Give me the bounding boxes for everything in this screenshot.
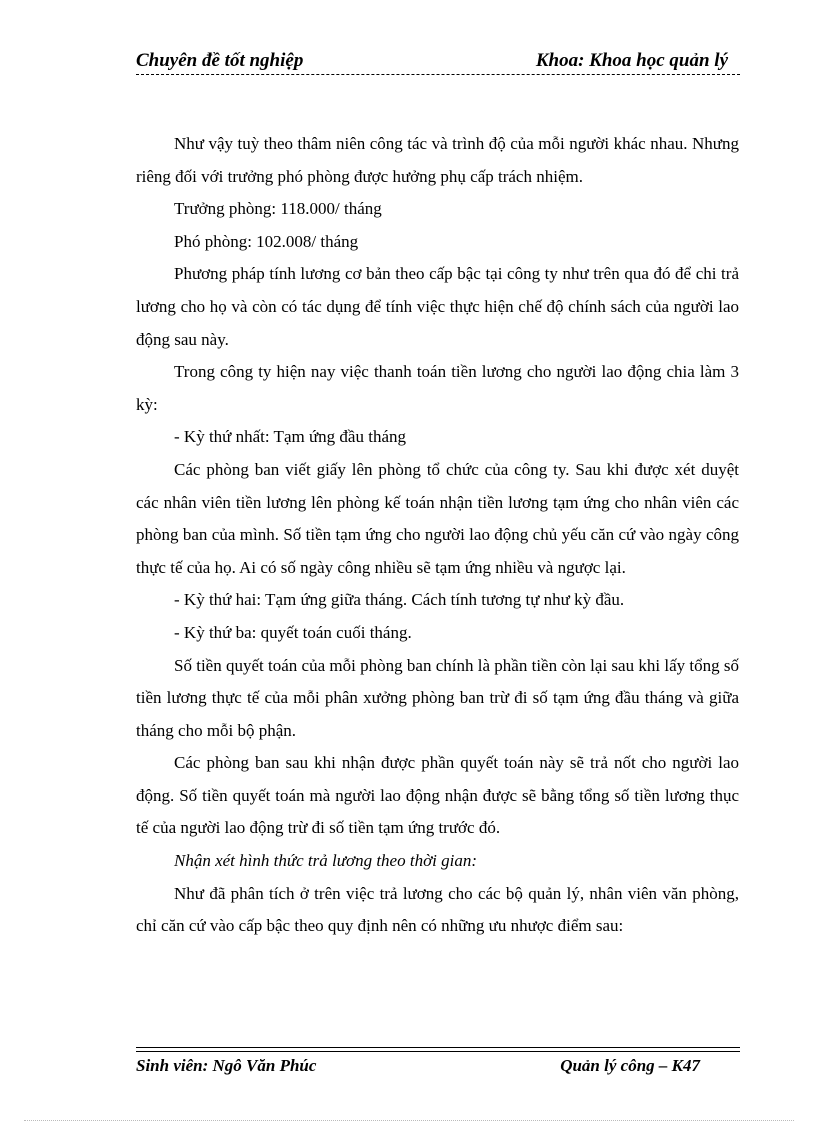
page-header: [136, 48, 740, 74]
paragraph: Trưởng phòng: 118.000/ tháng: [174, 199, 382, 219]
paragraph: Trong công ty hiện nay việc thanh toán tiền lương cho người lao động chia làm 3 kỳ:: [136, 362, 739, 414]
section-subheading: Nhận xét hình thức trả lương theo thời gian:: [174, 851, 477, 871]
list-item: - Kỳ thứ nhất: Tạm ứng đầu tháng: [174, 427, 406, 447]
page-bottom-edge: [24, 1120, 794, 1121]
footer-student: Sinh viên: Ngô Văn Phúc: [136, 1056, 317, 1075]
header-title: Chuyên đề tốt nghiệp: [136, 50, 304, 71]
document-body: [136, 128, 739, 943]
paragraph: Như đã phân tích ở trên việc trả lương cho các bộ quản lý, nhân viên văn phòng, chỉ căn cứ vào cấp bậc theo quy định nên có những ưu nhược điểm sau:: [136, 883, 739, 936]
paragraph: Các phòng ban viết giấy lên phòng tổ chức của công ty. Sau khi được xét duyệt các nhân viên tiền lương lên phòng kế toán nhận tiền lương tạm ứng cho nhân viên các phòng ban của mình. Số tiền tạm ứng cho người lao động chủ yếu căn cứ vào ngày công thực tế của họ. Ai có số ngày công nhiều sẽ tạm ứng nhiều và ngược lại.: [136, 459, 739, 577]
footer-class: Quản lý công – K47: [560, 1056, 700, 1075]
page-footer: [136, 1054, 740, 1078]
header-department: Khoa: Khoa học quản lý: [535, 50, 728, 71]
list-item: - Kỳ thứ ba: quyết toán cuối tháng.: [174, 622, 412, 642]
paragraph: Phương pháp tính lương cơ bản theo cấp bậc tại công ty như trên qua đó để chi trả lương cho họ và còn có tác dụng để tính việc thực hiện chế độ chính sách của người lao động sau này.: [136, 264, 739, 349]
paragraph: Phó phòng: 102.008/ tháng: [174, 231, 359, 251]
header-divider: [136, 74, 740, 75]
paragraph: Như vậy tuỳ theo thâm niên công tác và trình độ của mỗi người khác nhau. Nhưng riêng đối với trưởng phó phòng được hưởng phụ cấp trách nhiệm.: [136, 134, 739, 186]
paragraph: Số tiền quyết toán của mỗi phòng ban chính là phần tiền còn lại sau khi lấy tổng số tiền lương thực tế của mỗi phân xưởng phòng ban trừ đi số tạm ứng đầu tháng và giữa tháng cho mỗi bộ phận.: [136, 655, 739, 740]
list-item: - Kỳ thứ hai: Tạm ứng giữa tháng. Cách tính tương tự như kỳ đầu.: [174, 590, 625, 610]
footer-divider: [136, 1047, 740, 1048]
footer-divider-thin: [136, 1051, 740, 1052]
paragraph: Các phòng ban sau khi nhận được phần quyết toán này sẽ trả nốt cho người lao động. Số tiền quyết toán mà người lao động nhận được sẽ bằng tổng số tiền lương thục tế của người lao động trừ đi số tiền tạm ứng trước đó.: [136, 753, 739, 838]
